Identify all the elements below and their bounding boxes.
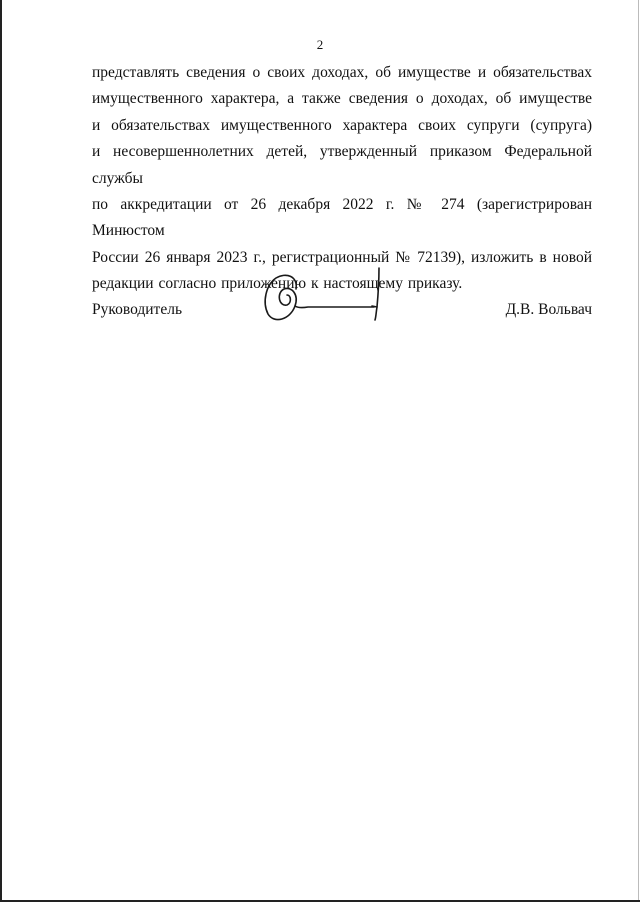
paragraph-line: редакции согласно приложению к настоящему приказу. (92, 275, 463, 293)
signer-name: Д.В. Вольвач (505, 301, 592, 318)
paragraph-line: и обязательствах имущественного характера своих супруги (супруга) (92, 116, 592, 134)
signer-position: Руководитель (92, 301, 183, 318)
paragraph-line: имущественного характера, а также сведения о доходах, об имуществе (92, 90, 592, 108)
paragraph-line: и несовершеннолетних детей, утвержденный приказом Федеральной службы (92, 143, 592, 187)
handwritten-signature (258, 262, 388, 328)
scan-edge-right (638, 0, 639, 902)
paragraph-line: по аккредитации от 26 декабря 2022 г. № 274 (зарегистрирован Минюстом (92, 196, 592, 240)
paragraph-line: России 26 января 2023 г., регистрационный № 72139), изложить в новой (92, 248, 592, 266)
scan-edge-left (0, 0, 2, 902)
paragraph-line: представлять сведения о своих доходах, об имуществе и обязательствах (92, 64, 592, 81)
page-number: 2 (316, 37, 324, 52)
